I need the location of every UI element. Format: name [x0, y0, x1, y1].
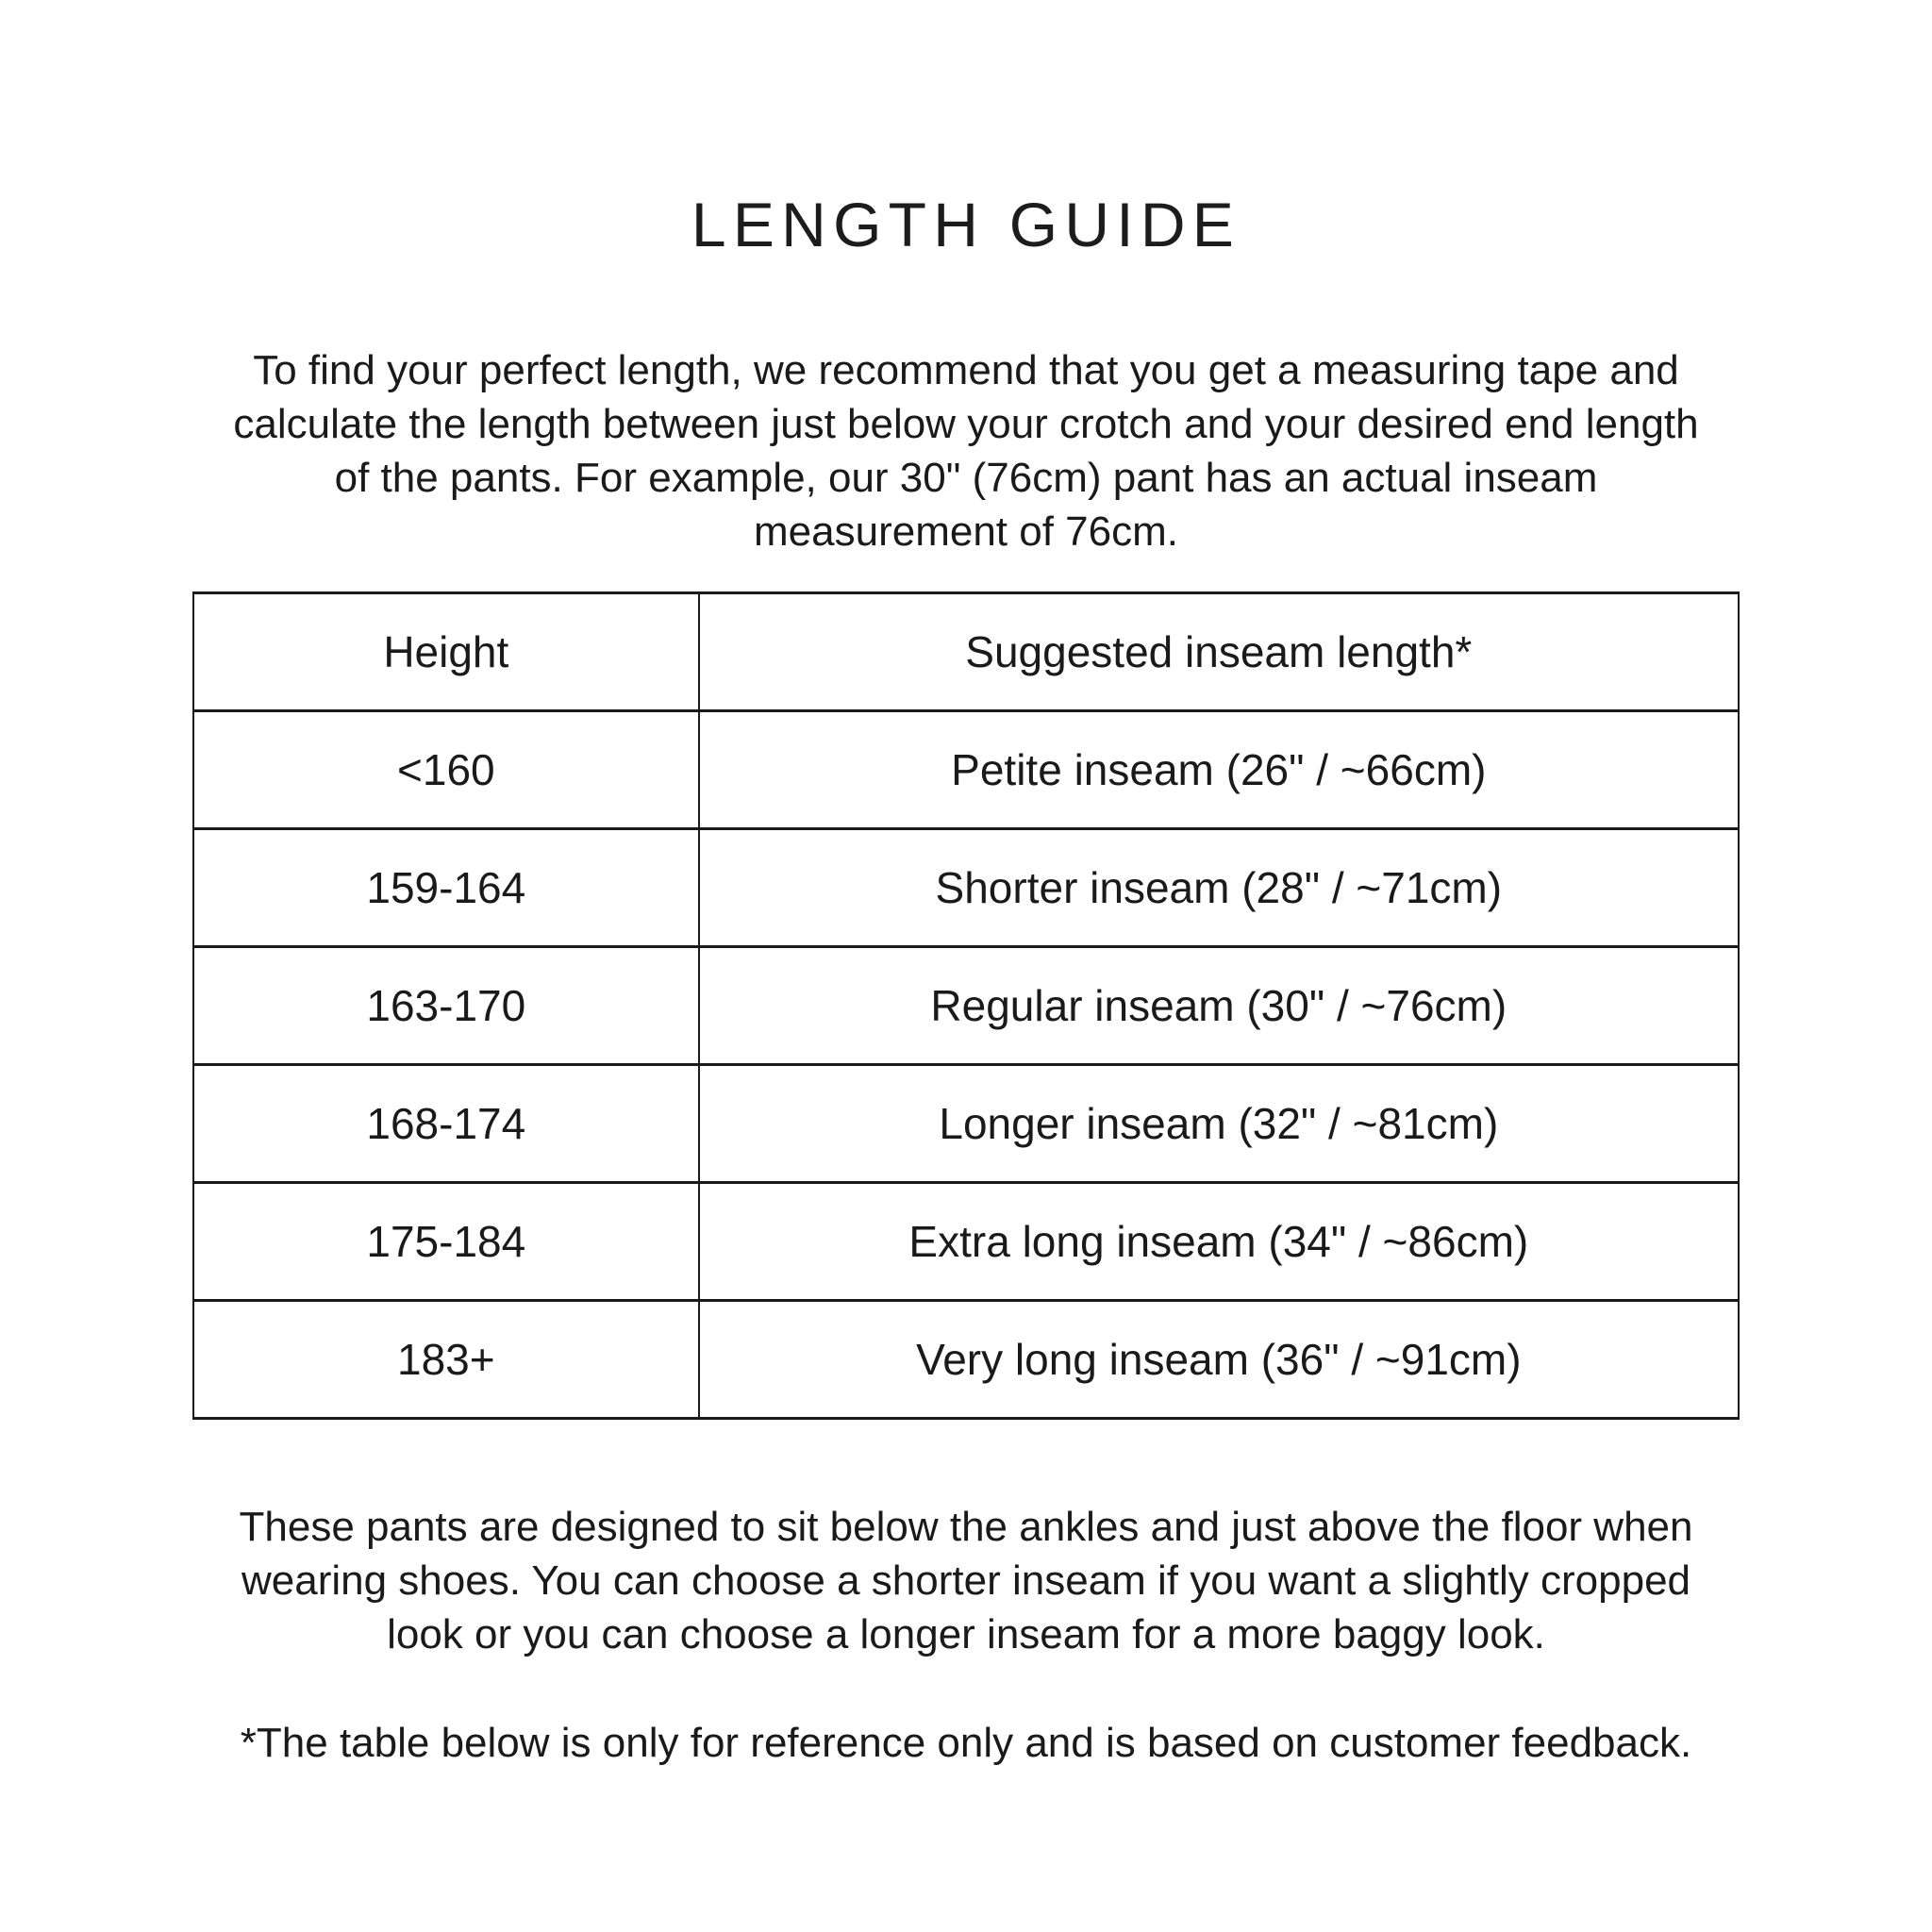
inseam-cell: Petite inseam (26" / ~66cm) [699, 711, 1739, 829]
table-row [193, 1065, 1739, 1183]
table-row [193, 947, 1739, 1065]
table-row [193, 829, 1739, 947]
intro-line: measurement of 76cm. [754, 508, 1178, 555]
inseam-cell: Shorter inseam (28" / ~71cm) [699, 829, 1739, 947]
inseam-column-header: Suggested inseam length* [699, 593, 1739, 711]
intro-line: To find your perfect length, we recommend that you get a measuring tape and [253, 347, 1679, 393]
table-header-row [193, 593, 1739, 711]
height-cell: 183+ [193, 1301, 699, 1419]
note-line: wearing shoes. You can choose a shorter inseam if you want a slightly cropped [241, 1557, 1691, 1604]
footnote-text: *The table below is only for reference only and is based on customer feedback. [240, 1720, 1692, 1766]
intro-line: calculate the length between just below your crotch and your desired end length [233, 401, 1699, 447]
height-cell: 168-174 [193, 1065, 699, 1183]
note-paragraph [164, 1500, 1768, 1661]
height-cell: 175-184 [193, 1183, 699, 1301]
note-line: These pants are designed to sit below the ankles and just above the floor when [239, 1504, 1693, 1550]
table-row [193, 1301, 1739, 1419]
height-cell: 163-170 [193, 947, 699, 1065]
inseam-cell: Regular inseam (30" / ~76cm) [699, 947, 1739, 1065]
page-title: LENGTH GUIDE [691, 190, 1241, 259]
height-cell: <160 [193, 711, 699, 829]
inseam-cell: Longer inseam (32" / ~81cm) [699, 1065, 1739, 1183]
inseam-cell: Very long inseam (36" / ~91cm) [699, 1301, 1739, 1419]
height-cell: 159-164 [193, 829, 699, 947]
inseam-cell: Extra long inseam (34" / ~86cm) [699, 1183, 1739, 1301]
table-row [193, 711, 1739, 829]
height-column-header: Height [193, 593, 699, 711]
intro-line: of the pants. For example, our 30" (76cm) pant has an actual inseam [334, 455, 1598, 501]
table-row [193, 1183, 1739, 1301]
note-line: look or you can choose a longer inseam for a more baggy look. [387, 1611, 1545, 1657]
intro-paragraph [164, 343, 1768, 558]
length-guide-table [192, 591, 1740, 1420]
